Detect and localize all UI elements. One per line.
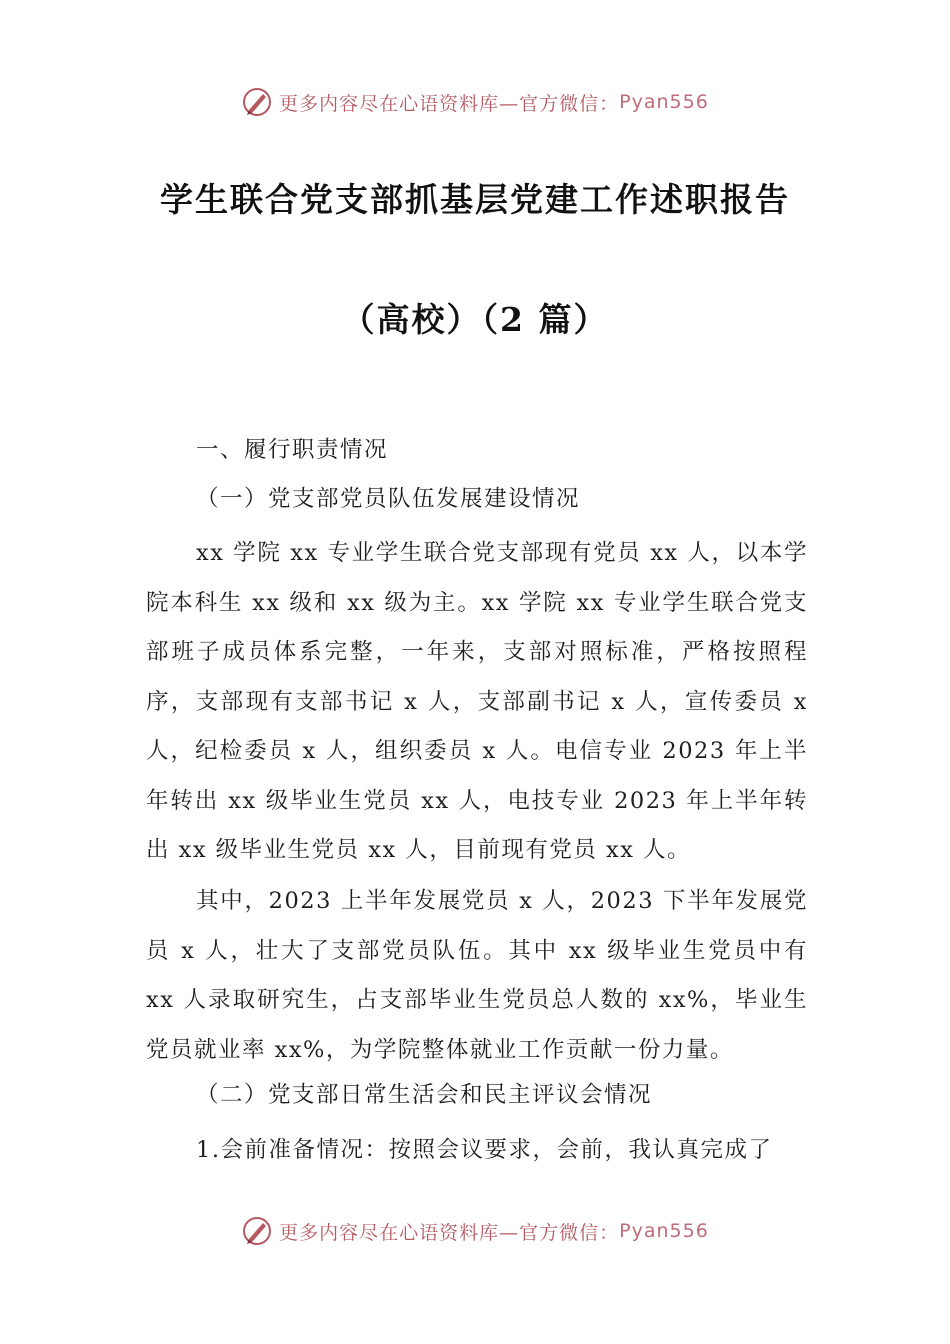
watermark-text: 更多内容尽在心语资料库—官方微信： <box>279 92 620 115</box>
watermark-handle: Pyan556 <box>619 1220 709 1242</box>
section-heading-1-1: （一）党支部党员队伍发展建设情况 <box>196 486 581 512</box>
paragraph-2-text: 其中，2023 上半年发展党员 x 人，2023 下半年发展党员 x 人，壮大了支部党员队伍。其中 xx 级毕业生党员中有 xx 人录取研究生，占支部毕业生党员总人数的 xx%，毕业生党员就业率 xx%，为学院整体就业工作贡献一份力量。 <box>146 888 808 1063</box>
paragraph-3-text: 1.会前准备情况：按照会议要求，会前，我认真完成了 <box>196 1137 773 1163</box>
document-subtitle: （高校）（2 篇） <box>341 300 609 339</box>
paragraph-3 <box>146 1126 808 1176</box>
document-title: 学生联合党支部抓基层党建工作述职报告 <box>160 180 790 219</box>
pen-logo-icon <box>241 86 273 118</box>
watermark-text: 更多内容尽在心语资料库—官方微信： <box>279 1221 620 1244</box>
watermark-bottom <box>0 1213 950 1249</box>
pen-logo-icon <box>241 1215 273 1247</box>
section-heading-1-2: （二）党支部日常生活会和民主评议会情况 <box>196 1082 653 1108</box>
paragraph-1 <box>146 529 808 876</box>
watermark-handle: Pyan556 <box>619 91 709 113</box>
section-heading-1: 一、履行职责情况 <box>196 437 389 463</box>
paragraph-2 <box>146 877 808 1075</box>
watermark-top <box>0 84 950 120</box>
paragraph-1-text: xx 学院 xx 专业学生联合党支部现有党员 xx 人，以本学院本科生 xx 级和 xx 级为主。xx 学院 xx 专业学生联合党支部班子成员体系完整，一年来，支部对照标准，严格按照程序，支部现有支部书记 x 人，支部副书记 x 人，宣传委员 x 人，纪检委员 x 人，组织委员 x 人。电信专业 2023 年上半年转出 xx 级毕业生党员 xx 人，电技专业 2023 年上半年转出 xx 级毕业生党员 xx 人，目前现有党员 xx 人。 <box>146 540 808 863</box>
